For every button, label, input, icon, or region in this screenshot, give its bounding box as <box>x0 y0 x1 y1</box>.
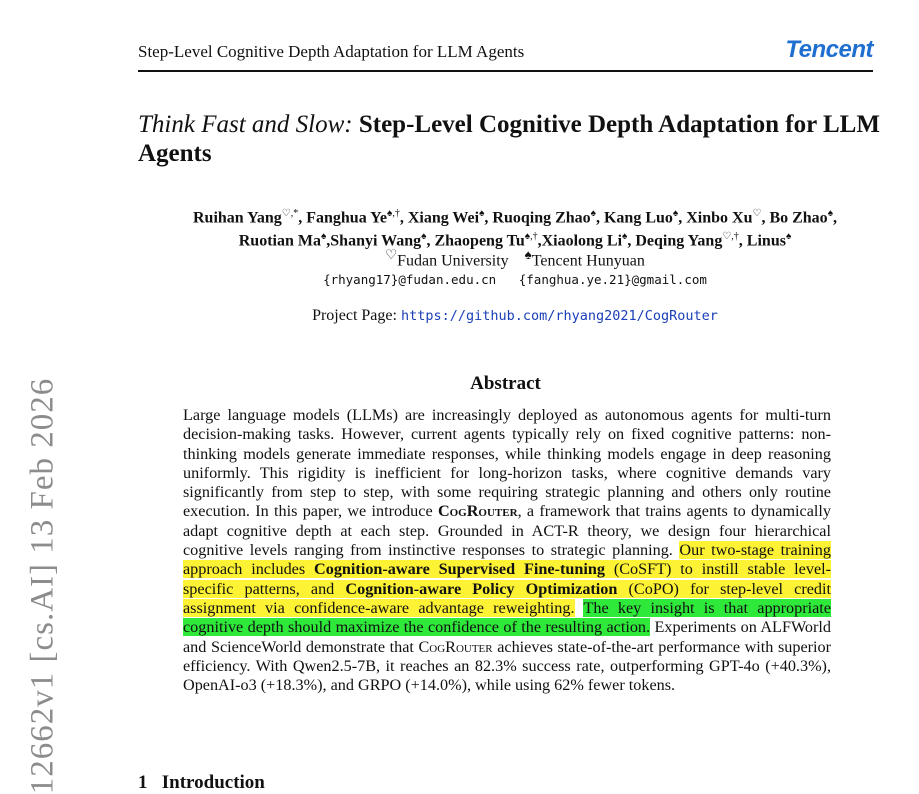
fudan-mark: ♡ <box>385 247 398 262</box>
email-gmail: {fanghua.ye.21}@gmail.com <box>518 272 707 287</box>
author-name: Ruotian Ma <box>238 232 321 250</box>
affiliation-fudan: Fudan University <box>397 252 509 270</box>
author-name: Xiang Wei <box>407 209 480 227</box>
author-name: Ruoqing Zhao <box>492 209 591 227</box>
contact-emails <box>100 272 919 287</box>
tencent-logo: Tencent <box>785 36 873 63</box>
abstract-text: Large language models (LLMs) are increasingly deployed as autonomous agents for multi-turn decision-making tasks. However, current agents typically rely on fixed cognitive patterns: non-thinking models generate immediate responses, while thinking models engage in deep reasoning uniformly. This rigidity is inefficient for long-horizon tasks, where cognitive demands vary significantly from step to step, with some requiring strategic planning and others only routine execution. In this paper, we introduce <box>183 406 831 521</box>
highlight-green: The key insight is that appropriate cognitive depth should maximize the confidence of the resulting action. <box>183 598 831 637</box>
author-name: Zhaopeng Tu <box>434 232 525 250</box>
author-affiliation-mark: ♠ <box>479 208 485 219</box>
title-italic-part: Think Fast and Slow: <box>138 111 353 138</box>
abstract-text: , a framework that trains agents to dynamically adapt cognitive depth at each step. Grounded in ACT-R theory, we design four hierarchical cognitive levels ranging from instinctive responses to strategic planning. <box>183 502 832 560</box>
author-name: Fanghua Ye <box>306 209 387 227</box>
author-name: Ruihan Yang <box>192 209 282 227</box>
section-title: Introduction <box>161 772 265 793</box>
abstract-heading: Abstract <box>470 373 541 394</box>
author-name: Shanyi Wang <box>330 232 422 250</box>
author-name: Bo Zhao <box>769 209 828 227</box>
project-page-label: Project Page: <box>312 307 397 324</box>
highlight-text: for step-level credit assignment via confidence-aware advantage reweighting. <box>183 579 831 617</box>
author-affiliation-mark: ♠ <box>421 231 427 242</box>
author-name: Linus <box>746 232 786 250</box>
running-header <box>138 36 873 72</box>
author-name: Xiaolong Li <box>541 232 623 250</box>
paper-title <box>138 110 898 168</box>
author-affiliation-mark: ♠ <box>672 208 679 219</box>
project-page-link[interactable]: https://github.com/rhyang2021/CogRouter <box>400 308 718 324</box>
author-name: Xinbo Xu <box>686 209 753 227</box>
author-list-line-2: Ruotian Ma♠,Shanyi Wang♠, Zhaopeng Tu♠,†,Xiaolong Li♠, Deqing Yang♡,†, Linus♠ <box>238 231 792 250</box>
section-number: 1 <box>138 772 148 793</box>
author-name: Deqing Yang <box>635 232 723 250</box>
abstract-text: Experiments on ALFWorld and ScienceWorld demonstrate that <box>183 618 832 656</box>
author-list-line-1: Ruihan Yang♡,*, Fanghua Ye♠,†, Xiang Wei♠, Ruoqing Zhao♠, Kang Luo♠, Xinbo Xu♡, Bo Zhao♠, <box>192 208 837 227</box>
running-title: Step-Level Cognitive Depth Adaptation for LLM Agents <box>138 42 525 61</box>
author-affiliation-mark: ♠ <box>590 208 596 219</box>
title-main-part: Step-Level Cognitive Depth Adaptation for LLM Agents <box>138 111 880 167</box>
project-page <box>100 307 919 325</box>
section-heading <box>138 772 265 794</box>
highlight-text: to instill stable level-specific patterns, and <box>183 560 832 598</box>
author-affiliation-mark: ♠ <box>622 231 628 242</box>
arxiv-identifier: 12662v1 [cs.AI] 13 Feb 2026 <box>24 377 61 794</box>
author-name: Kang Luo <box>603 209 673 227</box>
abstract-body <box>183 406 831 695</box>
author-affiliation-mark: ♠,† <box>387 208 400 219</box>
affiliations <box>100 247 919 270</box>
affiliation-tencent: Tencent Hunyuan <box>531 252 645 270</box>
email-fudan: {rhyang17}@fudan.edu.cn <box>323 272 497 287</box>
author-affiliation-mark: ♠ <box>827 208 833 219</box>
cogrouter-name: CogRouter <box>437 502 518 521</box>
cosft-term: Cognition-aware Supervised Fine-tuning <box>314 560 605 579</box>
tencent-mark: ♠ <box>524 247 532 262</box>
author-affiliation-mark: ♠ <box>320 231 327 242</box>
copo-abbreviation: (CoPO) <box>628 579 679 598</box>
author-affiliation-mark: ♡ <box>752 208 762 219</box>
cosft-abbreviation: (CoSFT) <box>613 560 672 579</box>
author-affiliation-mark: ♡,* <box>281 208 299 219</box>
abstract-text: achieves state-of-the-art performance with superior efficiency. With Qwen2.5-7B, it reaches an 82.3% success rate, outperforming GPT-4o (+40.3%), OpenAI-o3 (+18.3%), and GRPO (+14.0%), while using 62% fewer tokens. <box>183 637 832 695</box>
author-affiliation-mark: ♠,† <box>524 231 538 242</box>
cogrouter-name: CogRouter <box>418 637 493 656</box>
author-affiliation-mark: ♡,† <box>722 231 739 242</box>
copo-term: Cognition-aware Policy Optimization <box>345 579 618 598</box>
highlight-text: Our two-stage training approach includes <box>183 541 831 579</box>
author-affiliation-mark: ♠ <box>785 231 792 242</box>
